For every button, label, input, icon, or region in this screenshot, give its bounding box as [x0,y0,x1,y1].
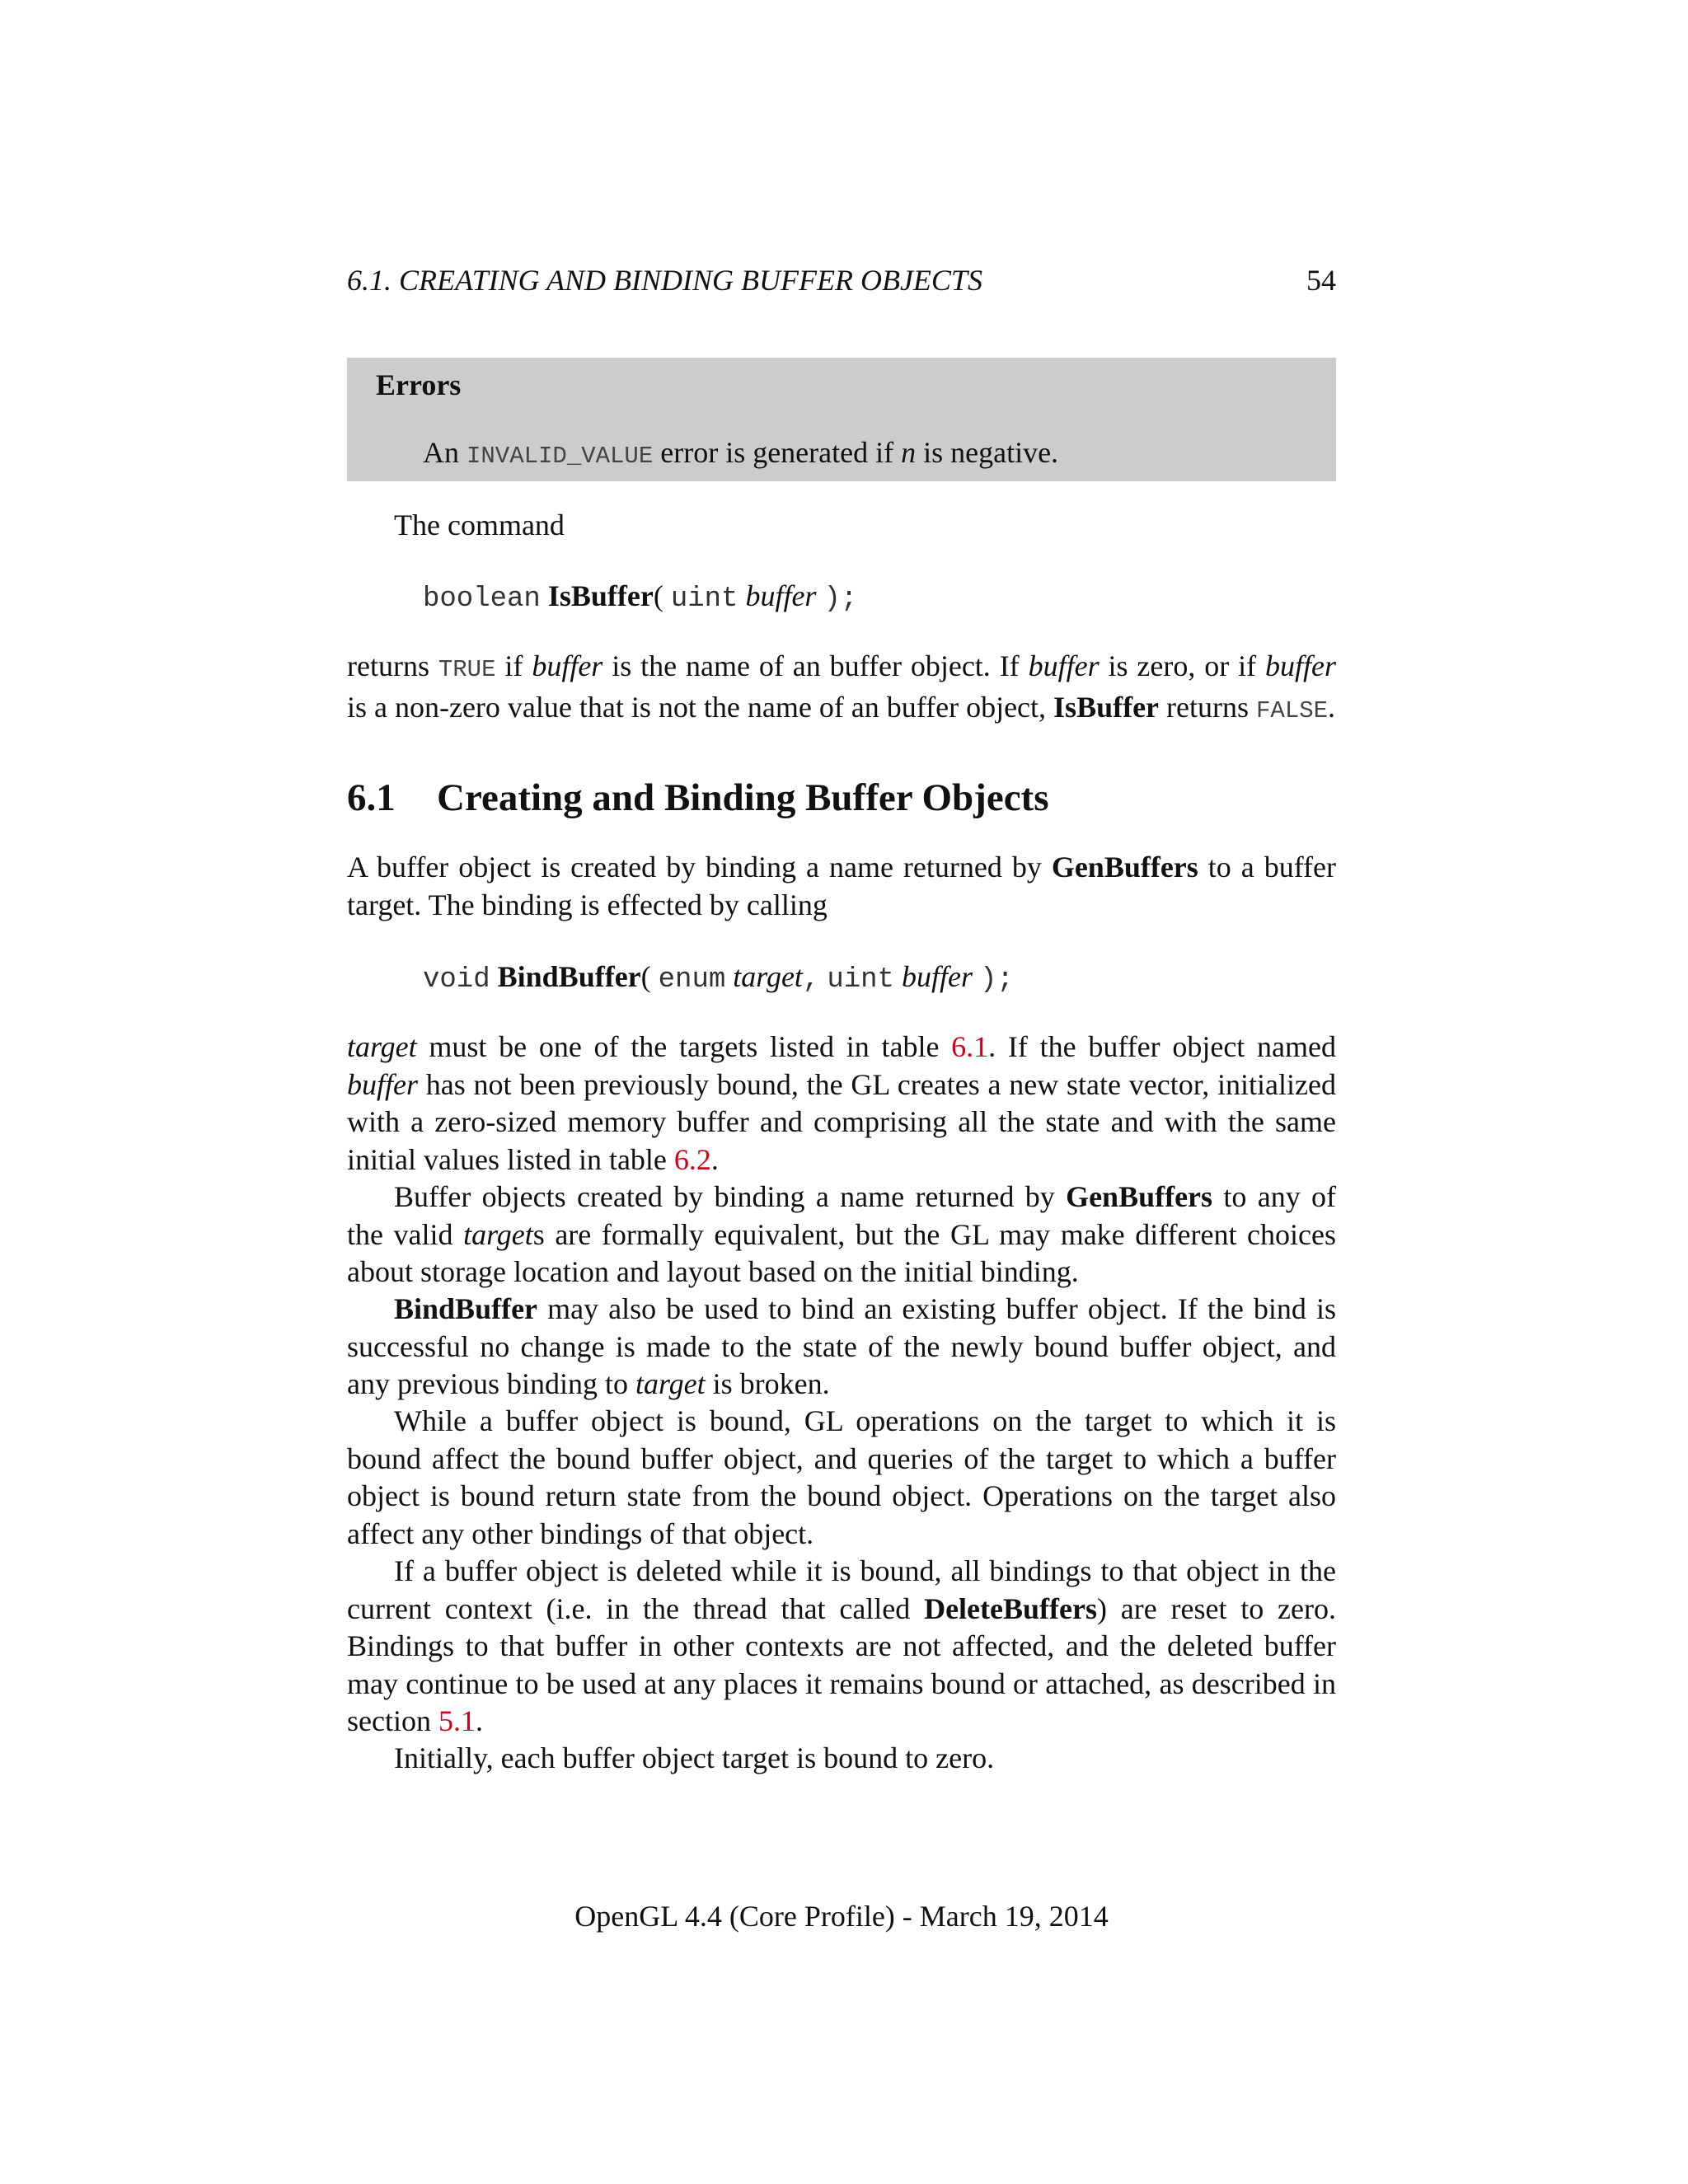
errors-title: Errors [376,368,462,401]
function-name: BindBuffer [497,960,641,993]
page-number: 54 [1306,264,1336,297]
isbuffer-prototype: boolean IsBuffer( uint buffer ); [423,579,858,615]
errors-box [347,358,1336,481]
returns-paragraph: returns TRUE if buffer is the name of an buffer object. If buffer is zero, or if buffer is a non-zero value that is not the name of an buffer object, IsBuffer returns FALSE. [347,649,1337,724]
running-header [347,262,1336,298]
initial-paragraph: Initially, each buffer object target is bound to zero. [394,1741,995,1774]
create-paragraph: A buffer object is created by binding a name returned by GenBuffers to a buffer target. The binding is effected by calling [347,851,1337,921]
function-name: IsBuffer [547,579,654,612]
error-code: INVALID_VALUE [467,443,654,470]
table-ref-link[interactable]: 6.1 [951,1030,989,1063]
intro-text: The command [394,509,565,541]
page-footer: OpenGL 4.4 (Core Profile) - March 19, 2014 [574,1900,1109,1933]
existing-paragraph: BindBuffer may also be used to bind an existing buffer object. If the bind is successful no change is made to the state of the newly bound buffer object, and any previous binding to target is broken. [347,1292,1337,1400]
section-title: Creating and Binding Buffer Objects [437,776,1049,819]
table-ref-link[interactable]: 6.2 [673,1142,711,1176]
operations-paragraph: While a buffer object is bound, GL operations on the target to which it is bound affect the bound buffer object, and queries of the target to which a buffer object is bound return state from the bound object. Operations on the target also affect any other bindings of that object. [347,1404,1336,1550]
target-paragraph: target must be one of the targets listed in table 6.1. If the buffer object named buffer has not been previously bound, the GL creates a new state vector, initialized with a zero-sized memory buffer and comprising all the state and with the same initial values listed in table 6.2. [347,1030,1336,1176]
errors-text: An INVALID_VALUE error is generated if n is negative. [423,436,1059,470]
bindbuffer-prototype: void BindBuffer( enum target, uint buffer ); [423,960,1014,996]
deleted-paragraph: If a buffer object is deleted while it is bound, all bindings to that object in the current context (i.e. in the thread that called DeleteBuffers) are reset to zero. Bindings to that buffer in other contexts are not affected, and the deleted buffer may continue to be used at any places it remains bound or attached, as described in section 5.1. [347,1554,1336,1737]
section-heading [347,775,1049,821]
equivalence-paragraph: Buffer objects created by binding a name returned by GenBuffers to any of the valid targets are formally equivalent, but the GL may make different choices about storage location and layout based on the initial binding. [347,1180,1337,1288]
section-ref-link[interactable]: 5.1 [438,1704,476,1737]
running-title: 6.1. CREATING AND BINDING BUFFER OBJECTS [347,264,982,297]
section-number: 6.1 [347,776,396,819]
